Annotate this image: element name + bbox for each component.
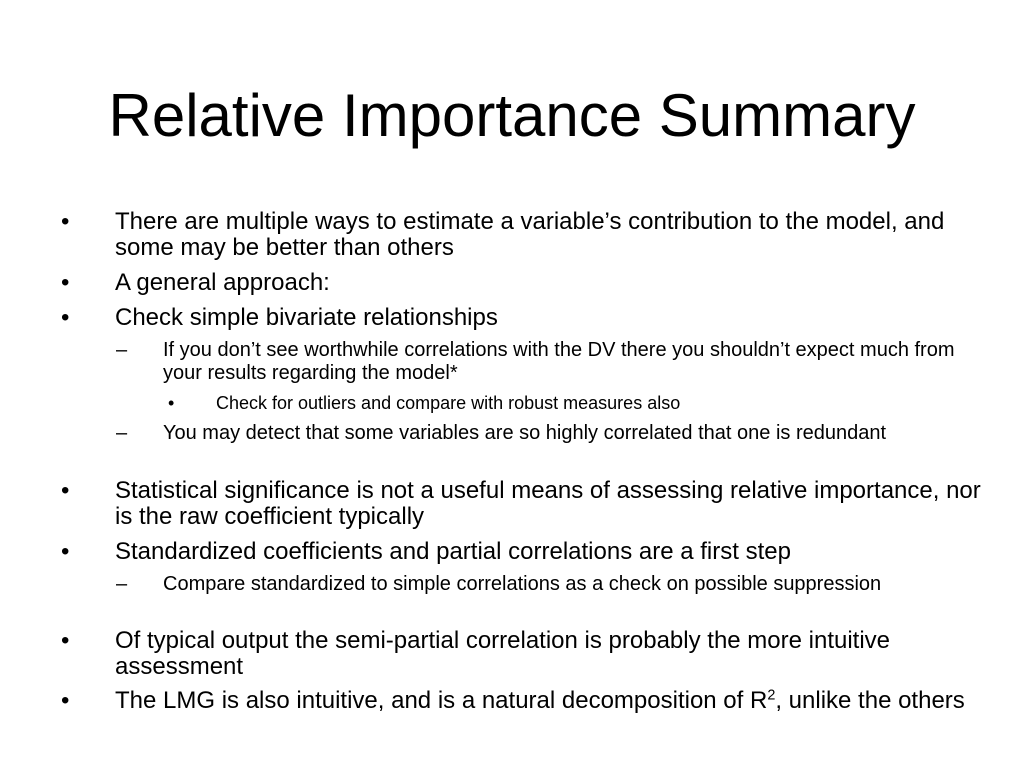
bullet-text: Check for outliers and compare with robust measures also — [216, 393, 681, 413]
slide-title: Relative Importance Summary — [108, 82, 916, 149]
bullet-marker: • — [168, 393, 175, 413]
bullet-text-part: , unlike the others — [775, 687, 965, 714]
bullet-text — [115, 688, 985, 714]
bullet-text: Statistical significance is not a useful means of assessing relative importance, nor is the raw coefficient typically — [115, 477, 981, 530]
bullet-text-part: The LMG is also intuitive, and is a natural decomposition of R — [115, 687, 768, 714]
bullet-marker: – — [116, 573, 128, 595]
bullet-marker: – — [116, 339, 128, 361]
bullet-marker: • — [61, 477, 70, 504]
bullet-text: Standardized coefficients and partial correlations are a first step — [115, 538, 791, 565]
superscript-two: 2 — [767, 687, 776, 704]
bullet-text: You may detect that some variables are so highly correlated that one is redundant — [163, 422, 887, 444]
bullet-marker: • — [61, 269, 70, 296]
bullet-marker: • — [61, 304, 70, 331]
bullet-marker: • — [61, 627, 70, 654]
bullet-marker: • — [61, 208, 70, 235]
bullet-text: A general approach: — [115, 269, 330, 296]
bullet-marker: – — [116, 422, 128, 444]
bullet-text: If you don’t see worthwhile correlations with the DV there you shouldn’t expect much from your results regarding the model* — [163, 339, 955, 384]
bullet-marker: • — [61, 538, 70, 565]
bullet-text: Compare standardized to simple correlations as a check on possible suppression — [163, 573, 882, 595]
bullet-text: Check simple bivariate relationships — [115, 304, 498, 331]
bullet-text: Of typical output the semi-partial correlation is probably the more intuitive assessment — [115, 627, 891, 680]
bullet-marker: • — [61, 687, 70, 714]
bullet-text: There are multiple ways to estimate a variable’s contribution to the model, and some may be better than others — [115, 208, 945, 261]
